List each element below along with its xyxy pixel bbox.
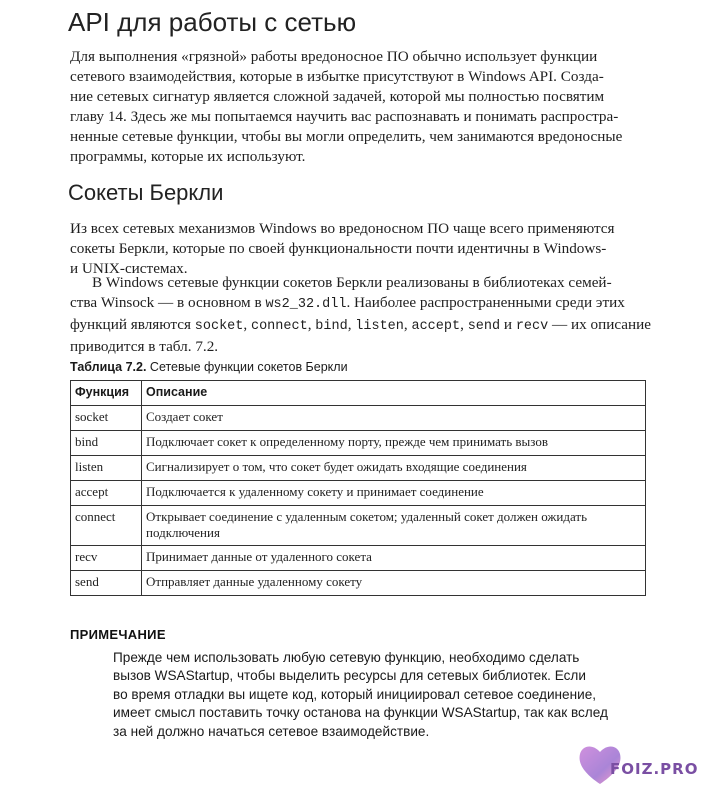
function-name: listen [355, 319, 404, 334]
text-run: функций являются [70, 316, 195, 333]
socket-functions-table [70, 380, 646, 596]
function-name: accept [411, 319, 461, 334]
table-row [71, 456, 646, 481]
intro-line: главу 14. Здесь же мы попытаемся научить вас распознавать и понимать распростра- [70, 108, 619, 125]
table-row [71, 506, 646, 546]
intro-line: ние сетевых сигнатур является сложной задачей, которой мы полностью посвятим [70, 88, 605, 105]
table-row [71, 431, 646, 456]
intro-paragraph [70, 47, 646, 167]
function-cell: connect [71, 506, 142, 546]
table-row [71, 481, 646, 506]
description-cell: Создает сокет [142, 406, 646, 431]
function-cell: send [71, 571, 142, 596]
winsock-paragraph [70, 273, 652, 357]
note-body [113, 649, 608, 741]
description-cell: Открывает соединение с удаленным сокетом; удаленный сокет должен ожидать подключения [142, 506, 646, 546]
table-header-row [71, 381, 646, 406]
section-heading: Сокеты Беркли [68, 180, 224, 205]
description-cell: Подключается к удаленному сокету и принимает соединение [142, 481, 646, 506]
function-name: send [467, 319, 501, 334]
intro-line: Для выполнения «грязной» работы вредоносное ПО обычно использует функции [70, 48, 598, 65]
column-header-function: Функция [71, 381, 142, 406]
text-run: и [503, 316, 513, 333]
function-cell: recv [71, 546, 142, 571]
note-title: ПРИМЕЧАНИЕ [70, 627, 166, 642]
body-line: В Windows сетевые функции сокетов Беркли реализованы в библиотеках семей- [92, 274, 612, 291]
body-line [70, 293, 646, 315]
berkeley-paragraph [70, 219, 646, 279]
text-run: — их описание [548, 316, 652, 333]
table-caption [70, 359, 348, 375]
intro-line: программы, которые их используют. [70, 148, 306, 165]
intro-line: сетевого взаимодействия, которые в избытке присутствуют в Windows API. Созда- [70, 68, 604, 85]
page-title: API для работы с сетью [68, 7, 357, 37]
table-row [71, 406, 646, 431]
body-line: Из всех сетевых механизмов Windows во вредоносном ПО чаще всего применяются [70, 220, 615, 237]
note-line: за ней должно начаться сетевое взаимодействие. [113, 723, 430, 739]
table-row [71, 546, 646, 571]
body-line: приводится в табл. 7.2. [70, 338, 219, 355]
function-cell: accept [71, 481, 142, 506]
body-line: и UNIX-системах. [70, 260, 188, 277]
body-line: сокеты Беркли, которые по своей функциональности почти идентичны в Windows- [70, 240, 607, 257]
caption-text: Сетевые функции сокетов Беркли [146, 360, 348, 374]
function-name: connect [250, 319, 308, 334]
text-run: . Наиболее распространенными среди этих [346, 294, 625, 311]
dll-name: ws2_32.dll [265, 297, 347, 312]
function-cell: socket [71, 406, 142, 431]
caption-number: Таблица 7.2. [70, 360, 147, 374]
text-run: ства Winsock — в основном в [70, 294, 266, 311]
column-header-description: Описание [142, 381, 646, 406]
body-line: функций являются socket, connect, bind, listen, accept, send и recv — их описание [70, 316, 652, 334]
note-line: вызов WSAStartup, чтобы выделить ресурсы для сетевых библиотек. Если [113, 668, 586, 684]
table-row [71, 571, 646, 596]
function-cell: listen [71, 456, 142, 481]
function-name: bind [315, 319, 348, 334]
description-cell: Подключает сокет к определенному порту, прежде чем принимать вызов [142, 431, 646, 456]
description-cell: Сигнализирует о том, что сокет будет ожидать входящие соединения [142, 456, 646, 481]
description-cell: Принимает данные от удаленного сокета [142, 546, 646, 571]
function-name: recv [515, 319, 549, 334]
function-name: socket [194, 319, 244, 334]
note-line: имеет смысл поставить точку останова на функции WSAStartup, так как вслед [113, 705, 608, 721]
function-cell: bind [71, 431, 142, 456]
watermark-text: FOIZ.PRO [610, 760, 699, 778]
intro-line: ненные сетевые функции, чтобы вы могли определить, чем занимаются вредоносные [70, 128, 623, 145]
note-line: во время отладки вы ищете код, который инициировал сетевое соединение, [113, 686, 597, 702]
note-line: Прежде чем использовать любую сетевую функцию, необходимо сделать [113, 650, 580, 665]
description-cell: Отправляет данные удаленному сокету [142, 571, 646, 596]
